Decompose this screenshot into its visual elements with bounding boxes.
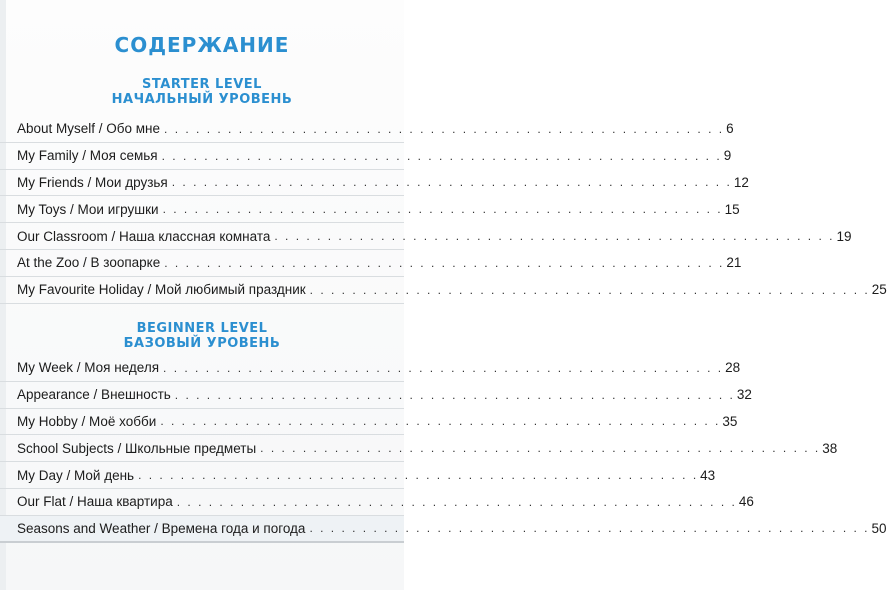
leader-dots: . . . . . . . . . . . . . . . . . . . . . . . . . . . . . . . . . . . . . . . . . . . . . . . . . . . . . <box>260 441 821 456</box>
toc-entry[interactable] <box>0 516 887 543</box>
section-heading-starter <box>0 78 404 108</box>
toc-entry-title: School Subjects / Школьные предметы <box>17 440 257 456</box>
leader-dots: . . . . . . . . . . . . . . . . . . . . . . . . . . . . . . . . . . . . . . . . . . . . . . . . . . . . . <box>274 229 835 244</box>
toc-entry-page: 43 <box>700 467 716 483</box>
toc-entry[interactable] <box>0 355 741 382</box>
leader-dots: . . . . . . . . . . . . . . . . . . . . . . . . . . . . . . . . . . . . . . . . . . . . . . . . . . . . . <box>161 148 722 163</box>
leader-dots: . . . . . . . . . . . . . . . . . . . . . . . . . . . . . . . . . . . . . . . . . . . . . . . . . . . . . <box>160 414 721 429</box>
toc-entry-page: 28 <box>725 360 741 376</box>
toc-entry[interactable] <box>0 143 732 170</box>
page-title: СОДЕРЖАНИЕ <box>114 33 290 57</box>
leader-dots: . . . . . . . . . . . . . . . . . . . . . . . . . . . . . . . . . . . . . . . . . . . . . . . . . . . . . <box>171 175 732 190</box>
toc-entry-page: 9 <box>723 148 732 164</box>
toc-entry-page: 38 <box>822 440 838 456</box>
toc-entry-title: My Day / Мой день <box>17 467 135 483</box>
leader-dots: . . . . . . . . . . . . . . . . . . . . . . . . . . . . . . . . . . . . . . . . . . . . . . . . . . . . . <box>162 202 723 217</box>
toc-entry-page: 21 <box>726 255 742 271</box>
section-heading-en: STARTER LEVEL <box>142 77 262 92</box>
toc-entry-page: 32 <box>736 387 752 403</box>
leader-dots: . . . . . . . . . . . . . . . . . . . . . . . . . . . . . . . . . . . . . . . . . . . . . . . . . . . . . <box>176 494 737 509</box>
leader-dots: . . . . . . . . . . . . . . . . . . . . . . . . . . . . . . . . . . . . . . . . . . . . . . . . . . . . . <box>164 121 725 136</box>
toc-entry[interactable] <box>0 170 749 197</box>
toc-entry[interactable] <box>0 462 716 489</box>
toc-entry-title: About Myself / Обо мне <box>17 121 161 137</box>
leader-dots: . . . . . . . . . . . . . . . . . . . . . . . . . . . . . . . . . . . . . . . . . . . . . . . . . . . . . <box>163 360 724 375</box>
toc-entry[interactable] <box>0 409 738 436</box>
toc-entry-title: My Week / Моя неделя <box>17 360 160 376</box>
toc-entry-page: 15 <box>724 201 740 217</box>
toc-entry[interactable] <box>0 489 754 516</box>
toc-entry[interactable] <box>0 116 734 143</box>
section-heading-ru: БАЗОВЫЙ УРОВЕНЬ <box>123 335 281 351</box>
toc-entry-title: My Family / Моя семья <box>17 148 158 164</box>
toc-entry-page: 35 <box>722 413 738 429</box>
toc-entry-page: 46 <box>738 494 754 510</box>
toc-entry-page: 19 <box>836 228 852 244</box>
toc-entry-title: Appearance / Внешность <box>17 387 171 403</box>
toc-entry[interactable] <box>0 196 740 223</box>
toc-entry-title: Our Flat / Наша квартира <box>17 494 173 510</box>
toc-entry-page: 12 <box>733 174 749 190</box>
section-heading-beginner <box>0 322 404 352</box>
leader-dots: . . . . . . . . . . . . . . . . . . . . . . . . . . . . . . . . . . . . . . . . . . . . . . . . . . . . . <box>309 521 870 536</box>
section-heading-en: BEGINNER LEVEL <box>136 321 268 336</box>
leader-dots: . . . . . . . . . . . . . . . . . . . . . . . . . . . . . . . . . . . . . . . . . . . . . . . . . . . . . <box>138 468 699 483</box>
toc-list-starter <box>0 116 887 304</box>
toc-entry-title: My Toys / Мои игрушки <box>17 201 159 217</box>
toc-entry-page: 25 <box>871 282 887 298</box>
toc-entry-title: At the Zoo / В зоопарке <box>17 255 161 271</box>
toc-entry[interactable] <box>0 382 752 409</box>
toc-entry-title: My Hobby / Моё хобби <box>17 413 157 429</box>
toc-entry-title: Seasons and Weather / Времена года и погода <box>17 520 306 536</box>
toc-entry-title: My Friends / Мои друзья <box>17 174 168 190</box>
toc-entry-page: 6 <box>726 121 734 137</box>
toc-entry-page: 50 <box>871 520 887 536</box>
toc-entry-title: Our Classroom / Наша классная комната <box>17 228 271 244</box>
leader-dots: . . . . . . . . . . . . . . . . . . . . . . . . . . . . . . . . . . . . . . . . . . . . . . . . . . . . . <box>309 282 870 297</box>
toc-entry[interactable] <box>0 277 887 304</box>
toc-entry-title: My Favourite Holiday / Мой любимый праздник <box>17 282 306 298</box>
toc-list-beginner <box>0 355 887 543</box>
section-heading-ru: НАЧАЛЬНЫЙ УРОВЕНЬ <box>111 91 293 107</box>
toc-entry[interactable] <box>0 223 852 250</box>
toc-entry[interactable] <box>0 435 838 462</box>
leader-dots: . . . . . . . . . . . . . . . . . . . . . . . . . . . . . . . . . . . . . . . . . . . . . . . . . . . . . <box>174 387 735 402</box>
toc-entry[interactable] <box>0 250 742 277</box>
leader-dots: . . . . . . . . . . . . . . . . . . . . . . . . . . . . . . . . . . . . . . . . . . . . . . . . . . . . . <box>164 255 725 270</box>
